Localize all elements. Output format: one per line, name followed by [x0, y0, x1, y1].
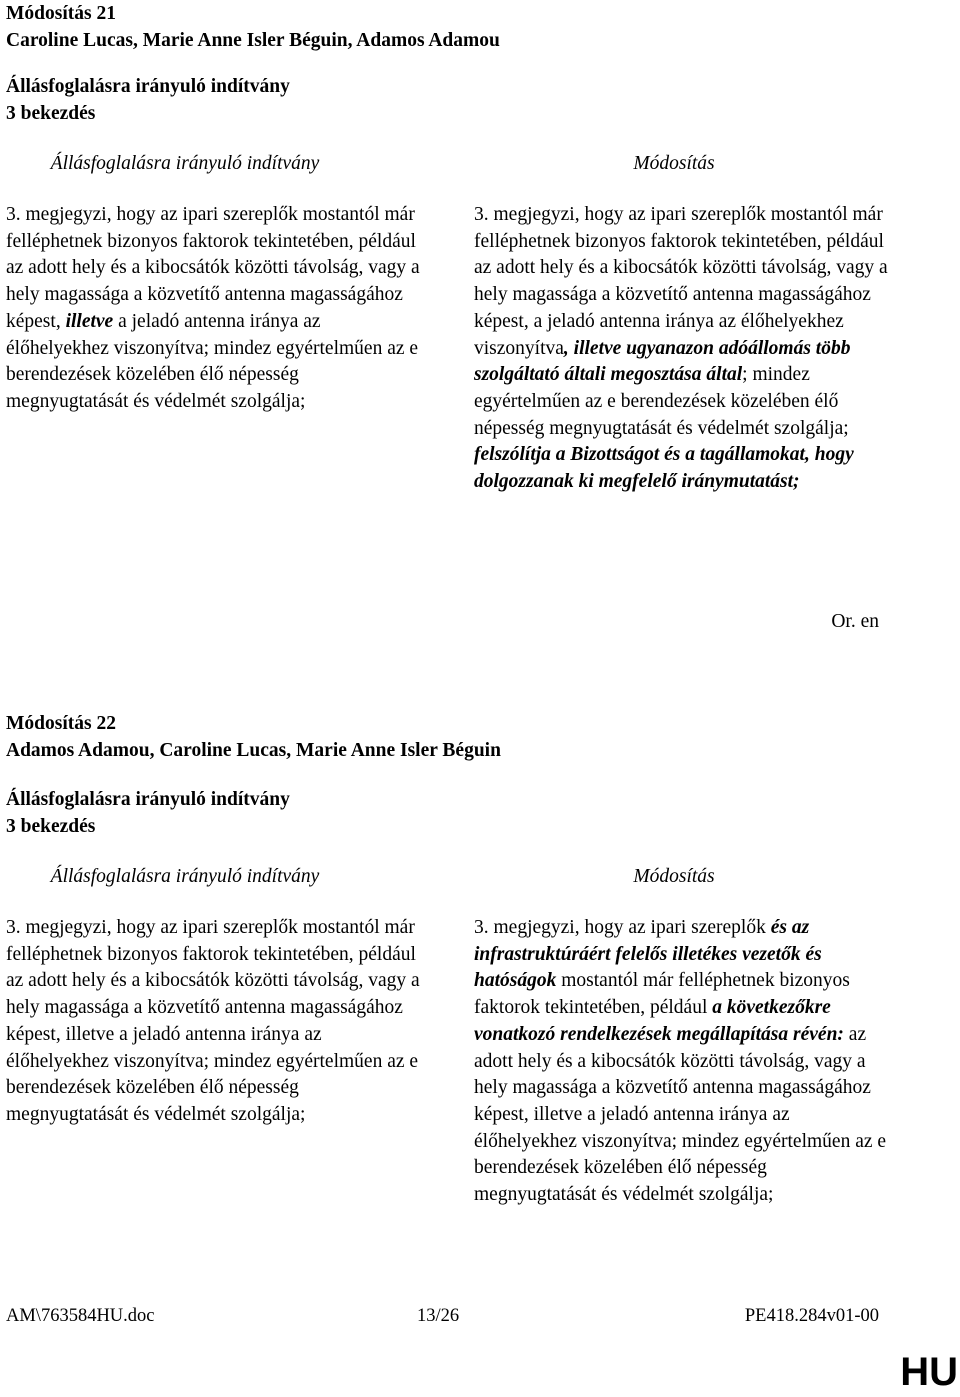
text-segment: 3. megjegyzi, hogy az ipari szereplők mostantól már felléphetnek bizonyos faktorok tekintetében, például az adott hely és a kibocsátók közötti távolság, vagy a hely magassága a közvetítő antenna magasságához képest, illetve a jeladó antenna iránya az élőhelyekhez viszonyítva; mindez egyértelműen az e berendezések közelében élő népesség megnyugtatását és védelmét szolgálja;	[6, 917, 420, 1125]
language-badge: HU	[900, 1350, 958, 1394]
amended-text	[474, 915, 894, 1209]
footer-pe-ref: PE418.284v01-00	[744, 1306, 879, 1326]
changed-text-segment: , illetve ugyanazon adóállomás több szolgáltató általi megosztása által	[474, 337, 851, 386]
amended-paragraph	[474, 915, 894, 1209]
paragraph-ref: 3 bekezdés	[6, 816, 96, 837]
amended-text	[474, 202, 894, 496]
amendment-authors: Caroline Lucas, Marie Anne Isler Béguin, Adamos Adamou	[6, 30, 500, 51]
footer-page-number: 13/26	[417, 1306, 460, 1326]
text-segment: ; mindez egyértelműen az e berendezések közelében élő népesség megnyugtatását és védelmét szolgálja;	[474, 364, 849, 439]
text-segment: 3. megjegyzi, hogy az ipari szereplők mostantól már felléphetnek bizonyos faktorok tekintetében, például az adott hely és a kibocsátók közötti távolság, vagy a hely magassága a közvetítő antenna magasságához képest,	[6, 204, 420, 332]
paragraph-ref: 3 bekezdés	[6, 103, 96, 124]
left-column-title: Állásfoglalásra irányuló indítvány	[50, 866, 320, 887]
footer-doc-ref: AM\763584HU.doc	[6, 1306, 155, 1326]
amendment-number: Módosítás 21	[6, 3, 116, 24]
amendment-21	[6, 0, 500, 54]
amendment-21-target	[6, 73, 290, 127]
amendment-22-target	[6, 786, 290, 840]
text-segment: 3. megjegyzi, hogy az ipari szereplők	[474, 917, 771, 938]
amended-paragraph	[474, 202, 894, 496]
doc-type: Állásfoglalásra irányuló indítvány	[6, 789, 290, 810]
left-column-title: Állásfoglalásra irányuló indítvány	[50, 153, 320, 174]
changed-text-segment: illetve	[65, 310, 114, 332]
changed-text-segment: és az infrastruktúráért felelős illetékes vezetők és hatóságok	[474, 917, 822, 992]
right-column-title: Módosítás	[633, 866, 715, 887]
original-paragraph	[6, 202, 426, 416]
text-segment: a jeladó antenna iránya az élőhelyekhez viszonyítva; mindez egyértelműen az e berendezések közelében élő népesség megnyugtatását és védelmét szolgálja;	[6, 310, 419, 412]
changed-text-segment: a következőkre vonatkozó rendelkezések megállapítása révén:	[474, 997, 844, 1045]
amendment-number: Módosítás 22	[6, 713, 116, 734]
original-language: Or. en	[831, 611, 879, 632]
original-text	[6, 202, 426, 416]
changed-text-segment: felszólítja a Bizottságot és a tagállamokat, hogy dolgozzanak ki megfelelő iránymutatást;	[474, 444, 854, 493]
original-text	[6, 915, 426, 1129]
text-segment: az adott hely és a kibocsátók közötti távolság, vagy a hely magassága a közvetítő antenna magasságához képest, illetve a jeladó antenna iránya az élőhelyekhez viszonyítva; mindez egyértelműen az e berendezések közelében élő népesség megnyugtatását és védelmét szolgálja;	[474, 1023, 887, 1206]
amendment-22	[6, 710, 501, 764]
original-paragraph	[6, 915, 426, 1129]
text-segment: 3. megjegyzi, hogy az ipari szereplők mostantól már felléphetnek bizonyos faktorok tekintetében, például az adott hely és a kibocsátók közötti távolság, vagy a hely magassága a közvetítő antenna magasságához képest, a jeladó antenna iránya az élőhelyekhez viszonyítva	[474, 204, 888, 359]
right-column-title: Módosítás	[633, 153, 715, 174]
text-segment: mostantól már felléphetnek bizonyos faktorok tekintetében, például	[474, 970, 850, 1019]
doc-type: Állásfoglalásra irányuló indítvány	[6, 76, 290, 97]
amendment-authors: Adamos Adamou, Caroline Lucas, Marie Anne Isler Béguin	[6, 740, 501, 761]
